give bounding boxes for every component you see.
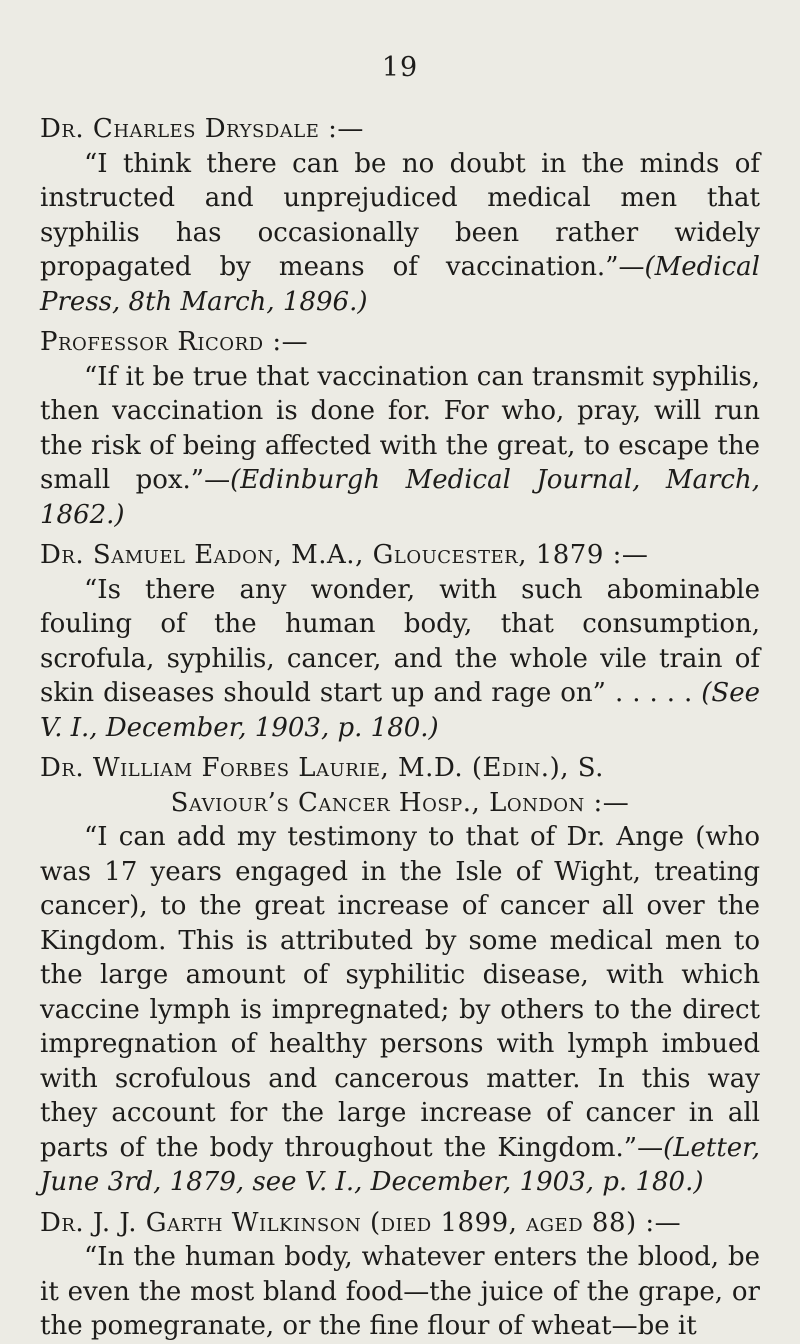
entry-quote <box>40 360 760 533</box>
page-content <box>40 106 760 1344</box>
entry-laurie <box>40 751 760 1200</box>
quote-text: “I can add my testimony to that of Dr. Ange (who was 17 years engaged in the Isle of Wight, treating cancer), to the great increase of cancer all over the Kingdom. This is attributed by some medical men to the large amount of syphilitic disease, with which vaccine lymph is impregnated; by others to the direct impregnation of healthy persons with lymph imbued with scrofulous and cancerous matter. In this way they account for the large increase of cancer in all parts of the body throughout the Kingdom.”— <box>40 822 760 1163</box>
entry-heading-continued: Saviour’s Cancer Hosp., London :— <box>170 787 630 818</box>
quote-text: “Is there any wonder, with such abominable fouling of the human body, that consumption, scrofula, syphilis, cancer, and the whole vile train of skin diseases should start up and rage on” . . . . . <box>40 574 760 708</box>
entry-drysdale <box>40 112 760 319</box>
page-number: 19 <box>381 52 419 83</box>
quote-citation: (Medical Press, 8th March, 1896.) <box>40 252 760 317</box>
entry-wilkinson <box>40 1206 760 1344</box>
quote-text: “In the human body, whatever enters the blood, be it even the most bland food—the juice of the grape, or the pomegranate, or the fine flour of wheat—be it <box>40 1242 760 1341</box>
entry-quote <box>40 820 760 1200</box>
quote-citation: (Letter, June 3rd, 1879, see V. I., December, 1903, p. 180.) <box>40 1132 760 1197</box>
quote-text: “I think there can be no doubt in the minds of instructed and unprejudiced medical men that syphilis has occasionally been rather widely propagated by means of vaccination.”— <box>40 148 760 282</box>
entry-heading: Dr. Charles Drysdale :— <box>40 114 364 144</box>
entry-quote <box>40 573 760 746</box>
entry-eadon <box>40 538 760 745</box>
entry-heading: Dr. William Forbes Laurie, M.D. (Edin.), S. <box>40 753 604 783</box>
quote-citation: (Edinburgh Medical Journal, March, 1862.) <box>40 465 760 530</box>
entry-quote <box>40 147 760 320</box>
entry-heading: Dr. J. J. Garth Wilkinson (died 1899, aged 88) :— <box>40 1207 682 1238</box>
quote-text: “If it be true that vaccination can transmit syphilis, then vaccination is done for. For who, pray, will run the risk of being affected with the great, to escape the small pox.”— <box>40 361 760 495</box>
entry-heading: Professor Ricord :— <box>40 327 309 357</box>
entry-heading: Dr. Samuel Eadon, M.A., Gloucester, 1879 :— <box>40 540 649 570</box>
entry-ricord <box>40 325 760 532</box>
quote-citation: (See V. I., December, 1903, p. 180.) <box>40 678 760 743</box>
entry-quote <box>40 1240 760 1344</box>
